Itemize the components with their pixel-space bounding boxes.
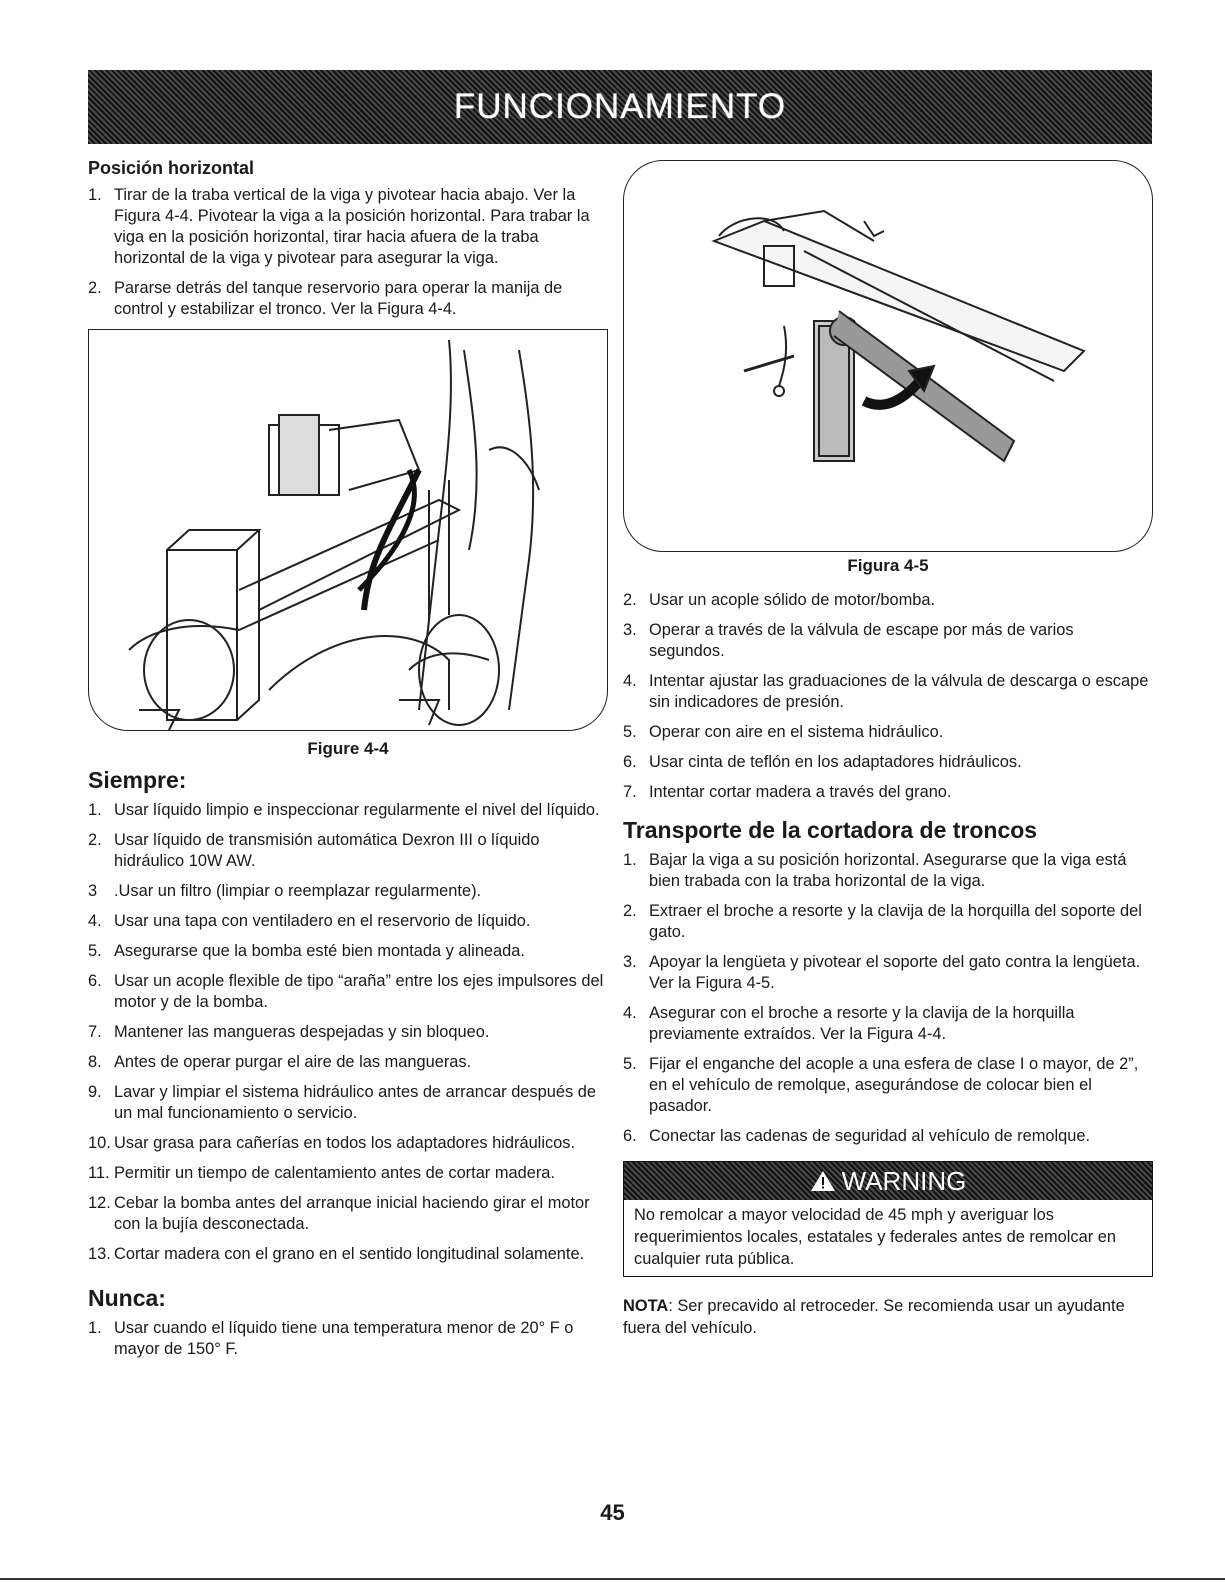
list-item <box>623 952 1153 994</box>
list-item <box>88 1133 608 1154</box>
list-item-text: Asegurar con el broche a resorte y la clavija de la horquilla previamente extraídos. Ver la Figura 4-4. <box>649 1004 1075 1043</box>
list-item-number: 2. <box>88 279 102 297</box>
right-column <box>623 150 1153 1339</box>
list-item-text: Extraer el broche a resorte y la clavija de la horquilla del soporte del gato. <box>649 902 1142 941</box>
list-item <box>623 620 1153 662</box>
list-item <box>88 185 608 269</box>
list-item <box>88 1052 608 1073</box>
list-item-text: Tirar de la traba vertical de la viga y pivotear hacia abajo. Ver la Figura 4-4. Pivotear la viga a la posición horizontal. Para trabar la viga en la posición horizontal, tirar hacia afuera de la traba horizontal de la viga y pivotear para asegurar la viga. <box>114 186 590 267</box>
list-item <box>623 590 1153 611</box>
list-item <box>88 971 608 1013</box>
list-item-text: Usar líquido limpio e inspeccionar regularmente el nivel del líquido. <box>114 801 600 819</box>
list-item-number: 9. <box>88 1083 102 1101</box>
list-item-number: 12. <box>88 1194 111 1212</box>
warning-title: WARNING <box>841 1165 967 1196</box>
list-item <box>88 1193 608 1235</box>
section-title: FUNCIONAMIENTO <box>453 87 787 126</box>
posicion-list <box>88 185 608 320</box>
list-item-number: 2. <box>623 902 637 920</box>
list-item-number: 4. <box>623 1004 637 1022</box>
list-item <box>88 800 608 821</box>
list-item-number: 1. <box>88 1319 102 1337</box>
warning-text: No remolcar a mayor velocidad de 45 mph y averiguar los requerimientos locales, estatales y federales antes de remolcar en cualquier ruta pública. <box>634 1206 1116 1268</box>
nota-text: : Ser precavido al retroceder. Se recomienda usar un ayudante fuera del vehículo. <box>623 1297 1125 1337</box>
list-item-text: Usar cinta de teflón en los adaptadores hidráulicos. <box>649 753 1022 771</box>
list-item <box>88 278 608 320</box>
list-item-text: Permitir un tiempo de calentamiento antes de cortar madera. <box>114 1164 555 1182</box>
list-item-text: Usar una tapa con ventiladero en el reservorio de líquido. <box>114 912 531 930</box>
list-item <box>623 901 1153 943</box>
list-item <box>623 1126 1153 1147</box>
left-column <box>88 150 608 1369</box>
list-item-number: 4. <box>623 672 637 690</box>
list-item <box>88 911 608 932</box>
list-item-text: Asegurarse que la bomba esté bien montada y alineada. <box>114 942 525 960</box>
bottom-rule <box>0 1578 1225 1580</box>
warning-box <box>623 1161 1153 1277</box>
list-item-text: Intentar cortar madera a través del grano. <box>649 783 952 801</box>
siempre-list <box>88 800 608 1265</box>
list-item-number: 13. <box>88 1245 111 1263</box>
list-item-number: 6. <box>88 972 102 990</box>
list-item-number: 1. <box>623 851 637 869</box>
list-item <box>88 881 608 902</box>
list-item-number: 6. <box>623 753 637 771</box>
list-item-text: Usar grasa para cañerías en todos los adaptadores hidráulicos. <box>114 1134 576 1152</box>
figure-4-5 <box>623 160 1153 552</box>
page-number: 45 <box>600 1500 625 1525</box>
list-item-text: Fijar el enganche del acople a una esfera de clase I o mayor, de 2”, en el vehículo de remolque, asegurándose de colocar bien el pasador. <box>649 1055 1139 1115</box>
list-item-number: 1. <box>88 801 102 819</box>
list-item <box>88 1022 608 1043</box>
list-item-text: .Usar un filtro (limpiar o reemplazar regularmente). <box>114 882 482 900</box>
posicion-heading: Posición horizontal <box>88 158 255 178</box>
list-item-number: 2. <box>623 591 637 609</box>
figure-4-4 <box>88 329 608 731</box>
list-item <box>623 1003 1153 1045</box>
nota-label: NOTA <box>623 1297 669 1315</box>
list-item <box>623 671 1153 713</box>
list-item <box>88 1244 608 1265</box>
list-item <box>88 941 608 962</box>
list-item <box>88 1318 608 1360</box>
list-item-number: 5. <box>88 942 102 960</box>
nunca-list <box>88 1318 608 1360</box>
warning-header <box>624 1162 1152 1200</box>
list-item-text: Operar con aire en el sistema hidráulico. <box>649 723 944 741</box>
list-item <box>623 782 1153 803</box>
list-item-text: Usar un acople sólido de motor/bomba. <box>649 591 936 609</box>
list-item-text: Lavar y limpiar el sistema hidráulico antes de arrancar después de un mal funcionamiento o servicio. <box>114 1083 596 1122</box>
list-item-text: Apoyar la lengüeta y pivotear el soporte del gato contra la lengüeta. Ver la Figura 4-5. <box>649 953 1141 992</box>
list-item-number: 10. <box>88 1134 111 1152</box>
warning-triangle-icon <box>810 1170 836 1192</box>
list-item-number: 5. <box>623 723 637 741</box>
list-item-number: 5. <box>623 1055 637 1073</box>
list-item-text: Conectar las cadenas de seguridad al vehículo de remolque. <box>649 1127 1091 1145</box>
list-item-number: 3. <box>623 953 637 971</box>
jack-stand-illustration <box>624 161 1152 551</box>
figure-4-5-caption: Figura 4-5 <box>847 556 929 575</box>
list-item-text: Usar líquido de transmisión automática Dexron III o líquido hidráulico 10W AW. <box>114 831 540 870</box>
list-item <box>623 752 1153 773</box>
transporte-list <box>623 850 1153 1147</box>
list-item <box>623 1054 1153 1117</box>
list-item-number: 1. <box>88 186 102 204</box>
list-item-text: Antes de operar purgar el aire de las mangueras. <box>114 1053 472 1071</box>
list-item-number: 6. <box>623 1127 637 1145</box>
list-item-text: Intentar ajustar las graduaciones de la válvula de descarga o escape sin indicadores de presión. <box>649 672 1149 711</box>
log-splitter-illustration <box>89 330 607 730</box>
list-item-text: Mantener las mangueras despejadas y sin bloqueo. <box>114 1023 490 1041</box>
list-item-number: 7. <box>623 783 637 801</box>
list-item <box>623 722 1153 743</box>
section-banner <box>88 70 1152 144</box>
list-item <box>88 830 608 872</box>
list-item-text: Pararse detrás del tanque reservorio para operar la manija de control y estabilizar el tronco. Ver la Figura 4-4. <box>114 279 563 318</box>
list-item-number: 2. <box>88 831 102 849</box>
list-item <box>88 1082 608 1124</box>
siempre-heading: Siempre: <box>88 767 187 793</box>
transporte-heading: Transporte de la cortadora de troncos <box>623 817 1038 843</box>
list-item-text: Usar un acople flexible de tipo “araña” entre los ejes impulsores del motor y de la bomba. <box>114 972 604 1011</box>
list-item-number: 4. <box>88 912 102 930</box>
list-item-text: Bajar la viga a su posición horizontal. Asegurarse que la viga está bien trabada con la traba horizontal de la viga. <box>649 851 1127 890</box>
nunca-continued-list <box>623 590 1153 803</box>
figure-4-4-caption: Figure 4-4 <box>307 739 389 758</box>
list-item-text: Cortar madera con el grano en el sentido longitudinal solamente. <box>114 1245 585 1263</box>
list-item <box>623 850 1153 892</box>
list-item-text: Operar a través de la válvula de escape por más de varios segundos. <box>649 621 1074 660</box>
list-item-number: 3 <box>88 882 98 900</box>
list-item-number: 3. <box>623 621 637 639</box>
list-item-text: Cebar la bomba antes del arranque inicial haciendo girar el motor con la bujía desconectada. <box>114 1194 590 1233</box>
list-item <box>88 1163 608 1184</box>
nunca-heading: Nunca: <box>88 1285 166 1311</box>
list-item-text: Usar cuando el líquido tiene una temperatura menor de 20° F o mayor de 150° F. <box>114 1319 574 1358</box>
list-item-number: 8. <box>88 1053 102 1071</box>
list-item-number: 11. <box>88 1164 110 1182</box>
list-item-number: 7. <box>88 1023 102 1041</box>
nota-paragraph <box>623 1295 1153 1339</box>
